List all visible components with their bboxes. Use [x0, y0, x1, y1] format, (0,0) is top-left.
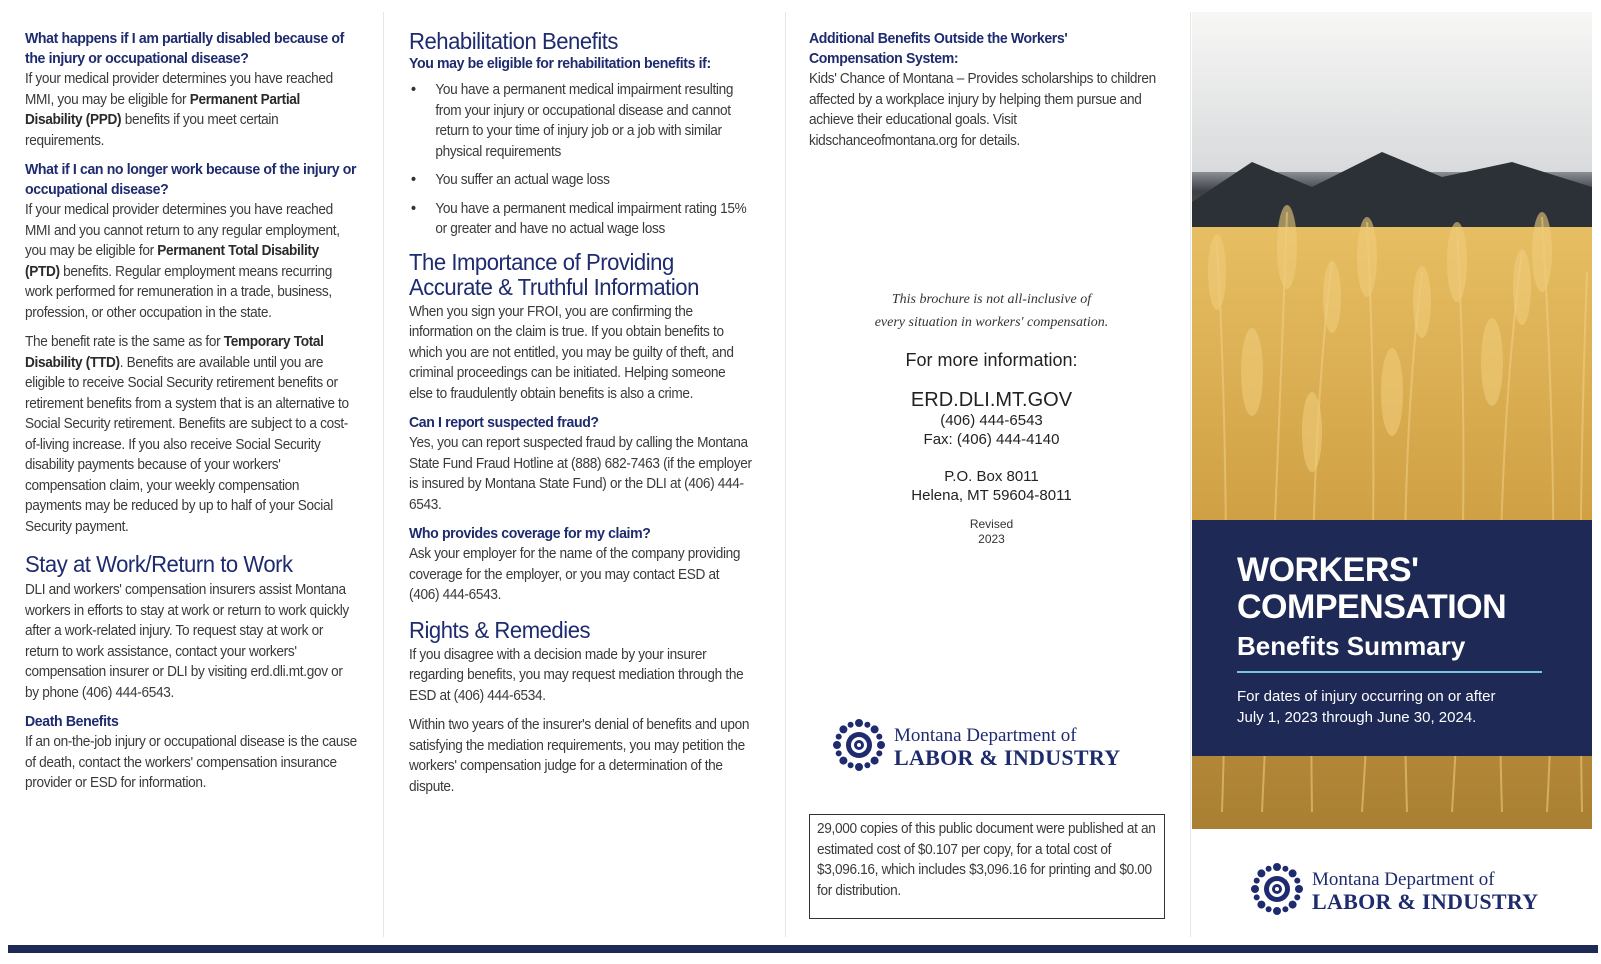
fax-number: Fax: (406) 444-4140 — [923, 431, 1060, 448]
po-box: P.O. Box 8011 — [944, 468, 1039, 485]
list-item: • You suffer an actual wage loss — [409, 170, 752, 191]
heading-additional-benefits: Additional Benefits Outside the Workers' Compensation System: — [809, 30, 1068, 67]
fold-line — [785, 12, 786, 937]
fold-line — [383, 12, 384, 937]
question-coverage: Who provides coverage for my claim? — [409, 525, 651, 542]
website-link[interactable]: ERD.DLI.MT.GOV — [910, 389, 1073, 411]
cover-dates-line-2: July 1, 2023 through June 30, 2024. — [1237, 709, 1477, 726]
question-report-fraud: Can I report suspected fraud? — [409, 414, 599, 431]
gear-seal-icon — [832, 718, 886, 777]
paragraph-rights-petition: Within two years of the insurer's denial of benefits and upon satisfying the mediation requirements, you may petition the workers' compensation judge for a determination of the dispute. — [409, 717, 750, 795]
cover-title-line-2: COMPENSATION — [1237, 588, 1507, 626]
cover-subtitle: Benefits Summary — [1237, 631, 1466, 661]
cover-dates — [1237, 686, 1495, 728]
paragraph-coverage: Ask your employer for the name of the company providing coverage for the employer, or you may contact ESD at (406) 444-6543. — [409, 546, 741, 603]
paragraph-stay-at-work: DLI and workers' compensation insurers assist Montana workers in efforts to stay at work or return to work quickly after a work-related injury. To request stay at work or return to work assistance, contact your workers' compensation insurer or DLI by visiting erd.dli.mt.gov or by phone (406) 444-6543. — [25, 582, 349, 701]
dli-logo — [832, 718, 1121, 777]
gear-seal-icon — [1250, 862, 1304, 921]
cost-notice-text: 29,000 copies of this public document were published at an estimated cost of $0.107 per copy, for a total cost of $3,096.16, which includes $3,096.16 for printing and $0.00 for distribution. — [817, 821, 1156, 899]
contact-block — [809, 288, 1174, 547]
revised-year: 2023 — [978, 532, 1005, 546]
city-address: Helena, MT 59604-8011 — [911, 487, 1072, 504]
question-no-longer-work: What if I can no longer work because of the injury or occupational disease? — [25, 161, 357, 198]
paragraph-report-fraud: Yes, you can report suspected fraud by calling the Montana State Fund Fraud Hotline at (888) 682-7463 (if the employer is insured by Montana State Fund) or the DLI at (406) 444-6543. — [409, 435, 752, 513]
phone-number: (406) 444-6543 — [940, 412, 1043, 429]
paragraph-rights-mediation: If you disagree with a decision made by your insurer regarding benefits, you may request mediation through the ESD at (406) 444-6534. — [409, 646, 744, 704]
revised-label: Revised — [969, 517, 1014, 531]
paragraph-death-benefits: If an on-the-job injury or occupational disease is the cause of death, contact the workers' compensation insurance provider or ESD for information. — [25, 734, 357, 791]
heading-stay-at-work: Stay at Work/Return to Work — [25, 551, 293, 577]
cover-dates-line-1: For dates of injury occurring on or after — [1237, 688, 1496, 705]
paragraph-ppd: If your medical provider determines you have reached MMI, you may be eligible for Permanent Partial Disability (PPD) benefits if you meet certain requirements. — [25, 71, 333, 149]
rehab-bullet-list — [409, 80, 752, 240]
heading-rights-remedies: Rights & Remedies — [409, 616, 591, 643]
disclaimer-line-2: every situation in workers' compensation. — [874, 315, 1109, 330]
fold-line — [1190, 12, 1191, 937]
heading-rehabilitation: Rehabilitation Benefits — [409, 28, 619, 54]
cover-title — [1237, 552, 1506, 626]
logo-line-2: LABOR & INDUSTRY — [1312, 889, 1539, 914]
panel-middle — [409, 29, 752, 964]
paragraph-importance: When you sign your FROI, you are confirming the information on the claim is true. If you obtain benefits to which you are not entitled, you may be guilty of theft, and criminal proceedings can be initiated. Helping someone else to fraudulently obtain benefits is also a crime. — [409, 303, 734, 402]
cover-dli-logo — [1250, 862, 1539, 921]
question-partial-disability: What happens if I am partially disabled because of the injury or occupational disease? — [25, 30, 344, 67]
paragraph-ptd: If your medical provider determines you have reached MMI and you cannot return to any regular employment, you may be eligible for Permanent Total Disability (PTD) benefits. Regular employment means recurring work performed for remuneration in a trade, business, profession, or other occupation in the state. — [25, 202, 340, 321]
paragraph-benefit-rate: The benefit rate is the same as for Temporary Total Disability (TTD). Benefits are available until you are eligible to receive Social Security retirement benefits or retirement benefits from a system that is an alternative to Social Security retirement. Benefits are subject to a cost-of-living increase. If you also receive Social Security disability payments because of your workers' compensation claim, your weekly compensation payments may be reduced by up to half of your Social Security payment. — [25, 334, 349, 535]
paragraph-kids-chance: Kids' Chance of Montana – Provides scholarships to children affected by a workplace injury by helping them pursue and achieve their educational goals. Visit kidschanceofmontana.org for details. — [809, 71, 1156, 149]
panel-left — [25, 29, 357, 964]
cover-divider — [1237, 671, 1542, 673]
logo-line-1: Montana Department of — [894, 725, 1077, 746]
heading-importance: The Importance of Providing Accurate & Truthful Information — [409, 248, 699, 300]
list-item: • You have a permanent medical impairment resulting from your injury or occupational disease and cannot return to your time of injury job or a job with similar physical requirements — [409, 80, 752, 162]
cost-notice-box — [809, 814, 1165, 919]
heading-death-benefits: Death Benefits — [25, 713, 119, 730]
logo-line-1: Montana Department of — [1312, 869, 1495, 890]
cover-title-line-1: WORKERS' — [1237, 551, 1419, 589]
list-item: • You have a permanent medical impairment rating 15% or greater and have no actual wage loss — [409, 199, 752, 240]
logo-line-2: LABOR & INDUSTRY — [894, 745, 1121, 770]
disclaimer-line-1: This brochure is not all-inclusive of — [891, 292, 1092, 307]
subheading-rehab-eligibility: You may be eligible for rehabilitation benefits if: — [409, 55, 711, 72]
more-info-label: For more information: — [905, 350, 1078, 370]
